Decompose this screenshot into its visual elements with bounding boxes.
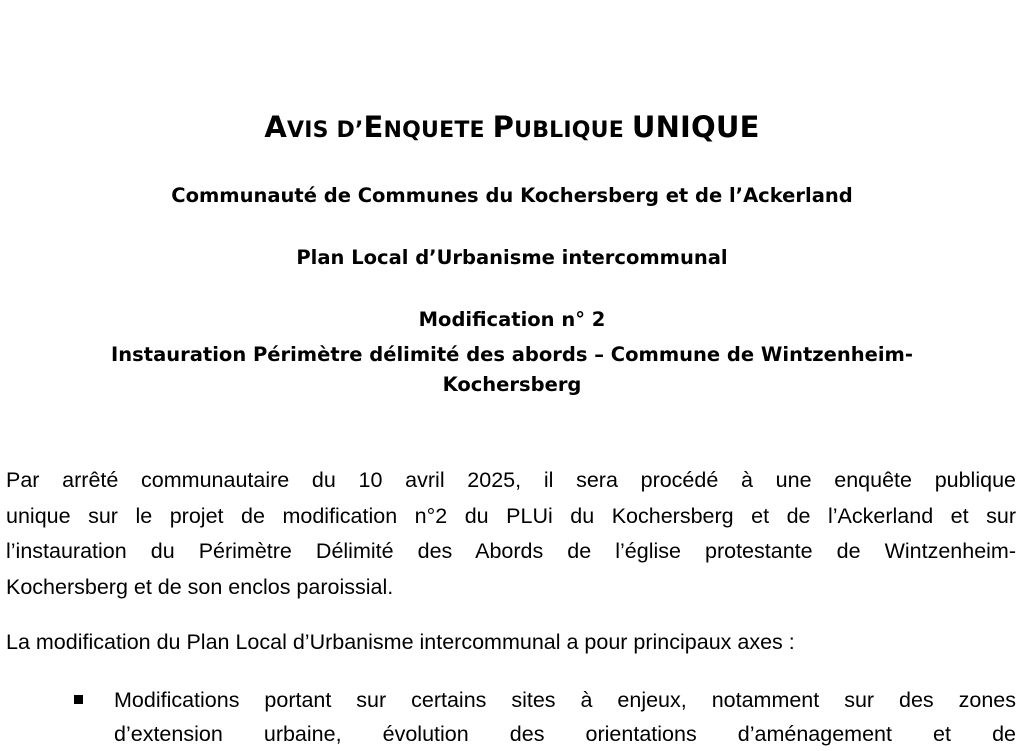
axes-bullet-list [0, 683, 1024, 751]
modification-heading: Modification n° 2 [418, 308, 606, 331]
title-initial-e: E [363, 110, 384, 144]
list-item [0, 683, 1024, 751]
bullet-line-1: Modifications portant sur certains sites à enjeux, notamment sur des zones [114, 688, 1016, 712]
square-bullet-icon [74, 695, 83, 704]
title-initial-a: A [264, 110, 287, 144]
title-smallcaps-1: VIS D’ [286, 118, 364, 143]
title-unique: UNIQUE [631, 110, 760, 144]
intro-paragraph-line-2: unique sur le projet de modification n°2 du PLUi du Kochersberg et de l’Ackerland et sur [6, 503, 1016, 528]
intro-paragraph [6, 463, 1016, 605]
object-heading-line-1: Instauration Périmètre délimité des abords – Commune de Wintzenheim- [111, 343, 913, 366]
intro-paragraph-line-1: Par arrêté communautaire du 10 avril 2025, il sera procédé à une enquête publique [6, 468, 1016, 492]
intro-paragraph-line-3: l’instauration du Périmètre Délimité des Abords de l’église protestante de Wintzenheim- [6, 539, 1016, 563]
title-smallcaps-2: NQUETE [383, 118, 493, 143]
intro-paragraph-line-4: Kochersberg et de son enclos paroissial. [6, 574, 394, 599]
object-heading [0, 340, 1024, 400]
title-smallcaps-3: UBLIQUE [514, 118, 632, 143]
axes-intro-paragraph: La modification du Plan Local d’Urbanisme intercommunal a pour principaux axes : [6, 630, 795, 654]
plan-heading: Plan Local d’Urbanisme intercommunal [296, 246, 728, 269]
community-heading: Communauté de Communes du Kochersberg et de l’Ackerland [171, 184, 853, 207]
bullet-line-2: d’extension urbaine, évolution des orientations d’aménagement et de [114, 722, 1016, 746]
object-heading-line-2: Kochersberg [442, 373, 582, 396]
title-initial-p: P [492, 110, 515, 144]
document-title [0, 110, 1024, 144]
